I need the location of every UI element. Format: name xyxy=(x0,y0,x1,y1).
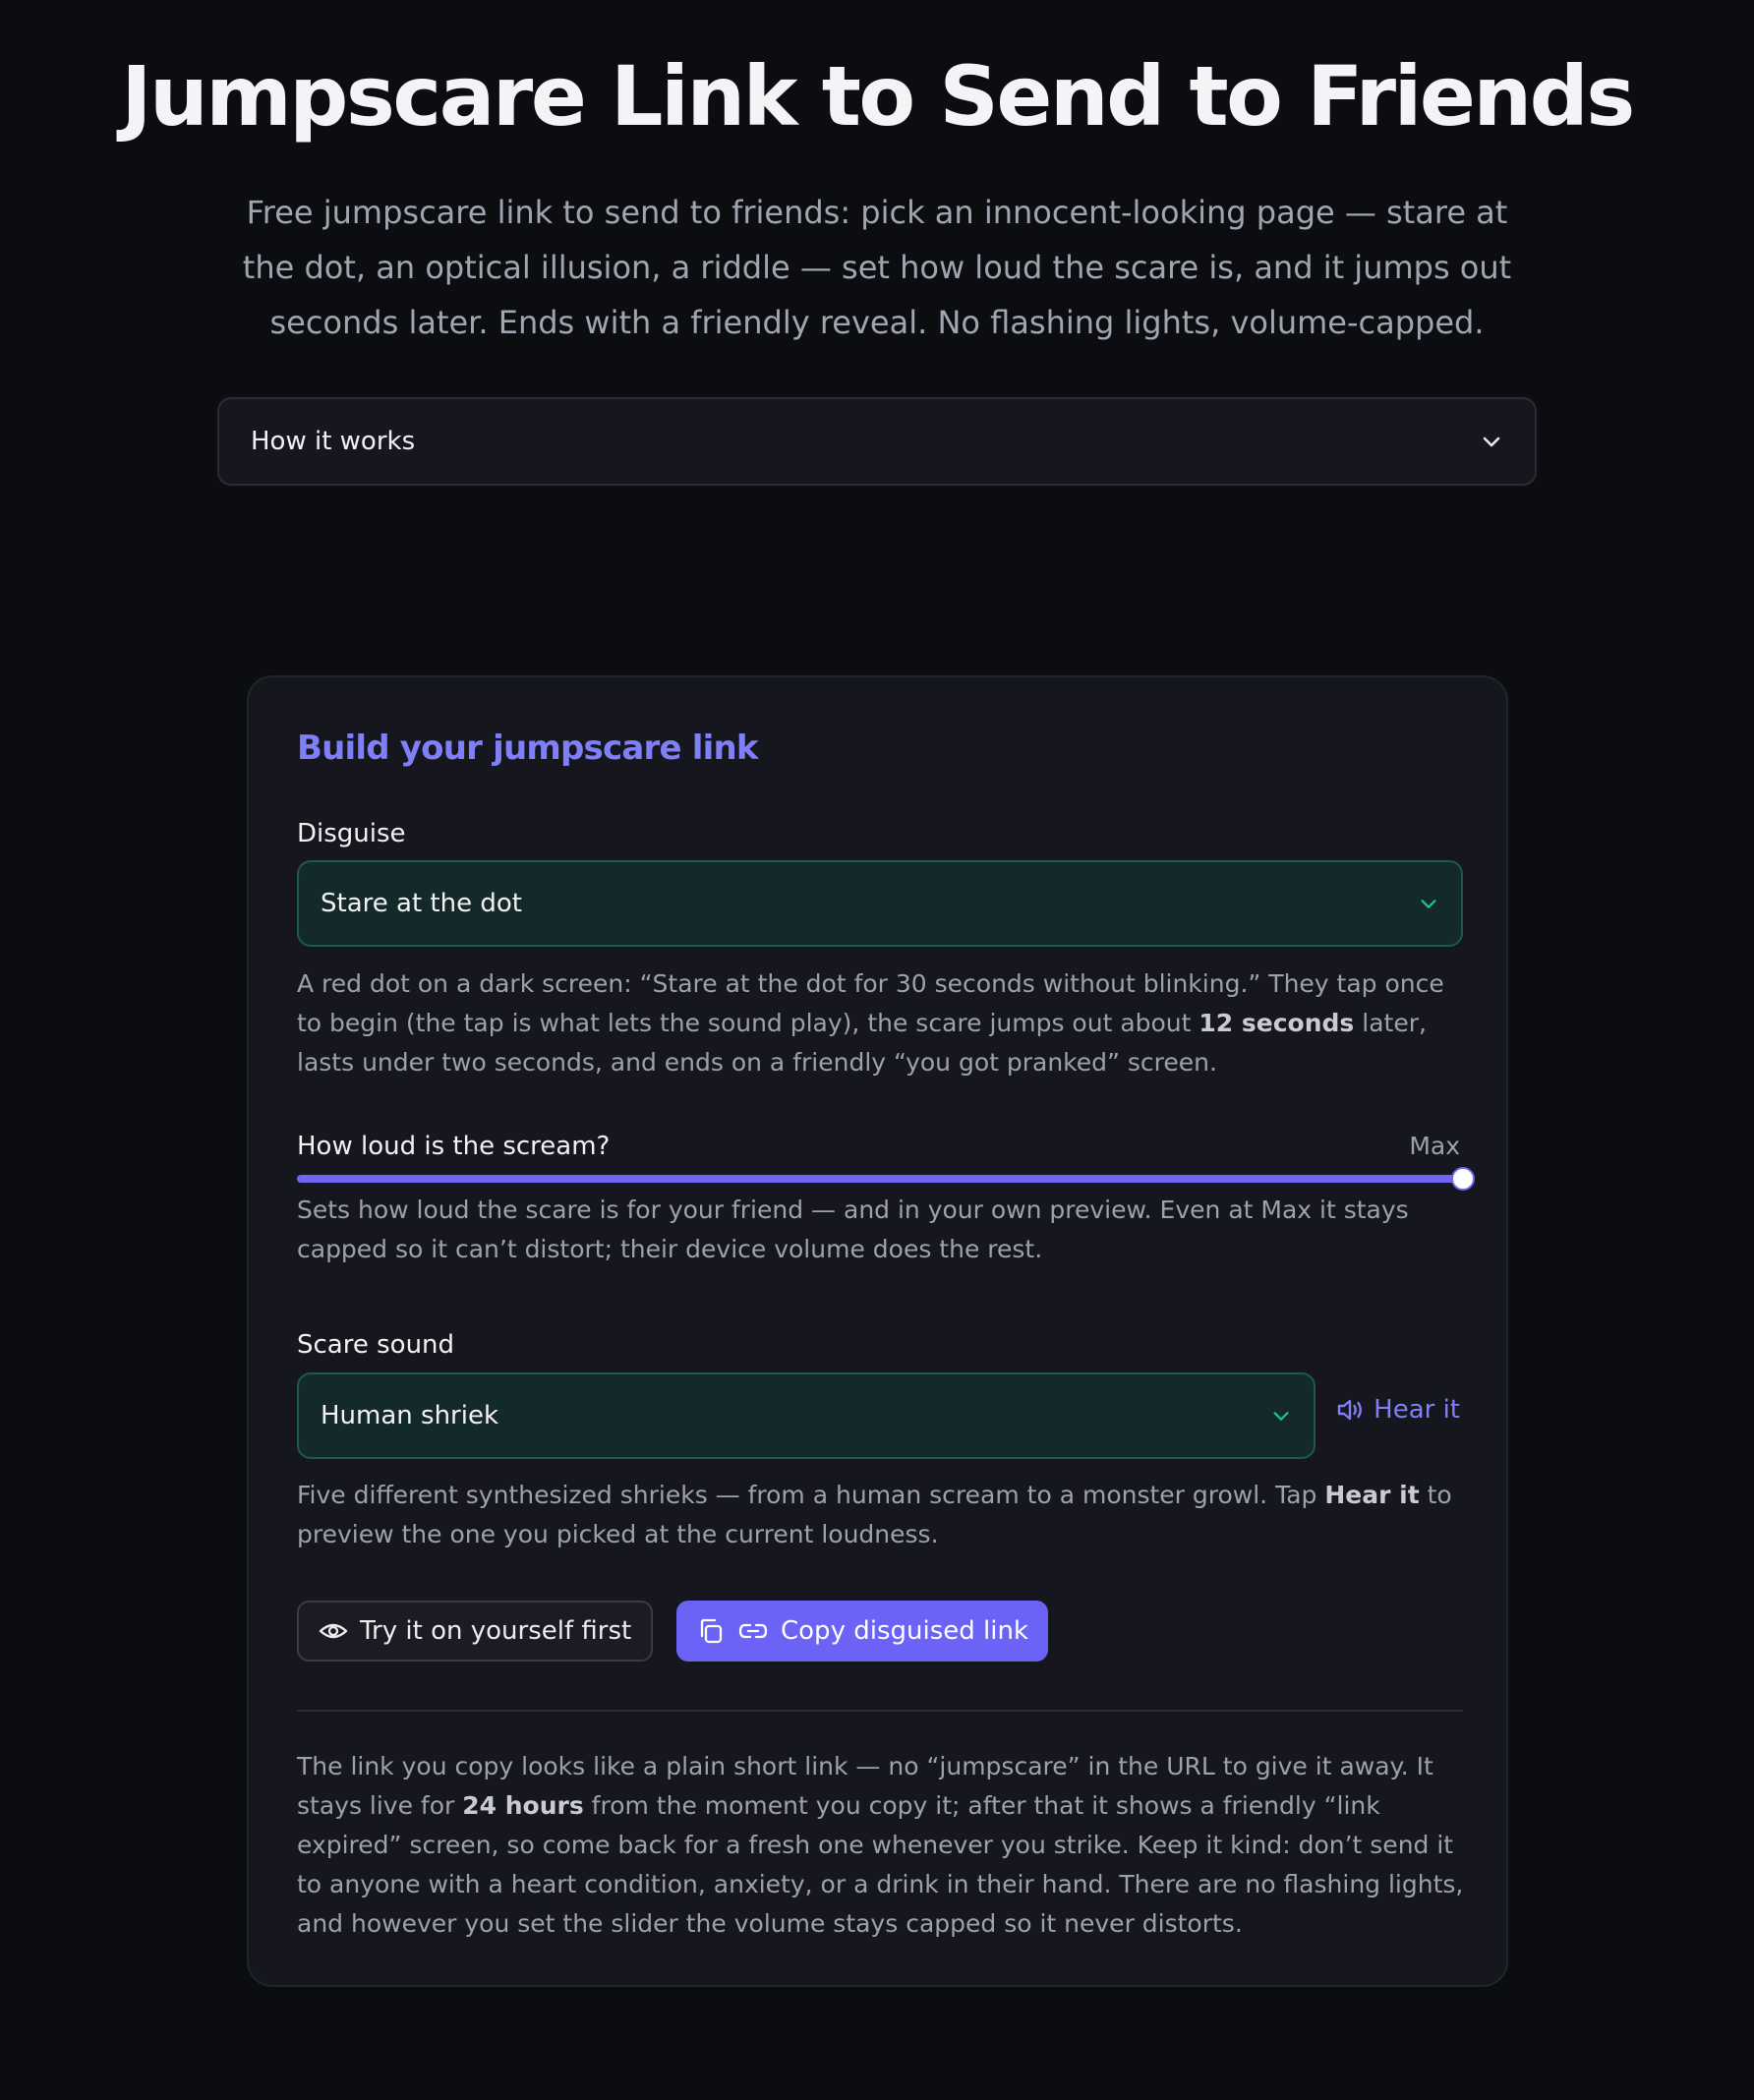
page-title: Jumpscare Link to Send to Friends xyxy=(121,48,1633,145)
copy-link-button[interactable] xyxy=(676,1601,1048,1662)
loudness-slider-fill xyxy=(297,1175,1463,1183)
chevron-down-icon xyxy=(1270,1405,1292,1427)
disguise-help: A red dot on a dark screen: “Stare at the dot for 30 seconds without blinking.” They tap once to begin (the tap is what lets the sound play), the scare jumps out about 12 seconds later, lasts under two seconds, and ends on a friendly “you got pranked” screen. xyxy=(297,969,1444,1077)
chevron-down-icon xyxy=(1480,430,1503,453)
loudness-label: How loud is the scream? xyxy=(297,1132,611,1161)
copy-icon xyxy=(696,1616,726,1646)
how-it-works-label: How it works xyxy=(251,427,416,456)
chevron-down-icon xyxy=(1418,893,1439,914)
loudness-slider[interactable] xyxy=(297,1175,1463,1183)
how-it-works-toggle[interactable] xyxy=(217,397,1537,486)
speaker-icon xyxy=(1336,1397,1366,1423)
loudness-value: Max xyxy=(1409,1132,1460,1160)
disguise-label: Disguise xyxy=(297,819,406,848)
sound-help: Five different synthesized shrieks — from a human scream to a monster growl. Tap Hear it to preview the one you picked at the current loudness. xyxy=(297,1481,1452,1548)
disguise-selected-value: Stare at the dot xyxy=(321,889,522,918)
try-yourself-label: Try it on yourself first xyxy=(360,1616,632,1646)
copy-link-label: Copy disguised link xyxy=(781,1616,1028,1646)
disguise-select[interactable] xyxy=(297,860,1463,947)
sound-select[interactable] xyxy=(297,1372,1316,1459)
builder-card xyxy=(247,675,1508,1987)
loudness-help: Sets how loud the scare is for your friend — and in your own preview. Even at Max it stays capped so it can’t distort; their device volume does the rest. xyxy=(297,1196,1409,1263)
hear-it-label: Hear it xyxy=(1374,1395,1460,1425)
link-icon xyxy=(737,1621,769,1641)
sound-label: Scare sound xyxy=(297,1330,455,1360)
divider xyxy=(297,1710,1463,1712)
try-yourself-button[interactable] xyxy=(297,1601,653,1662)
hear-it-button[interactable] xyxy=(1336,1395,1460,1425)
sound-selected-value: Human shriek xyxy=(321,1401,499,1430)
footer-note: The link you copy looks like a plain short link — no “jumpscare” in the URL to give it away. It stays live for 24 hours from the moment you copy it; after that it shows a friendly “link expired” screen, so come back for a fresh one whenever you strike. Keep it kind: don’t send it to anyone with a heart condition, anxiety, or a drink in their hand. There are no flashing lights, and however you set the slider the volume stays capped so it never distorts. xyxy=(297,1752,1464,1938)
builder-title: Build your jumpscare link xyxy=(297,729,758,768)
eye-icon xyxy=(319,1620,348,1642)
loudness-slider-thumb[interactable] xyxy=(1451,1167,1475,1191)
page-subtitle: Free jumpscare link to send to friends: pick an innocent-looking page — stare at the dot, an optical illusion, a riddle — set how loud the scare is, and it jumps out seconds later. Ends with a friendly reveal. No flashing lights, volume-capped. xyxy=(242,194,1512,341)
